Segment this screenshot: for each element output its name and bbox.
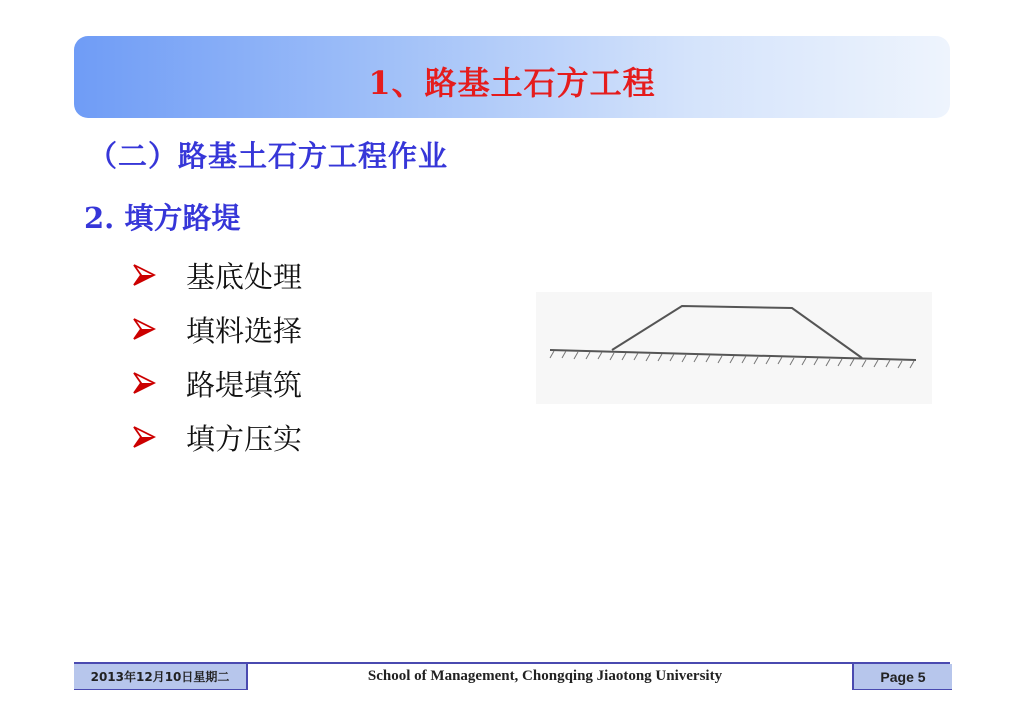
list-item xyxy=(132,356,302,410)
arrow-bullet-icon xyxy=(132,263,156,287)
slide-title: 1、路基土石方工程 xyxy=(368,64,656,102)
bullet-label: 路堤填筑 xyxy=(186,367,303,402)
arrow-bullet-icon xyxy=(132,425,156,449)
bullet-label: 填料选择 xyxy=(186,313,303,348)
arrow-bullet-icon xyxy=(132,371,156,395)
section-heading: 2. 填方路堤 xyxy=(84,201,241,235)
bullet-list xyxy=(132,248,302,464)
title-banner xyxy=(74,36,950,118)
list-item xyxy=(132,248,302,302)
footer-school: School of Management, Chongqing Jiaotong University xyxy=(367,668,723,684)
list-item xyxy=(132,410,302,464)
embankment-diagram xyxy=(536,292,932,404)
arrow-bullet-icon xyxy=(132,317,156,341)
list-item xyxy=(132,302,302,356)
subtitle: （二）路基土石方工程作业 xyxy=(88,139,449,173)
page-number: Page 5 xyxy=(852,664,952,690)
footer-date: 2013年12月10日星期二 xyxy=(74,664,248,690)
bullet-label: 基底处理 xyxy=(186,259,303,294)
bullet-label: 填方压实 xyxy=(186,421,303,456)
